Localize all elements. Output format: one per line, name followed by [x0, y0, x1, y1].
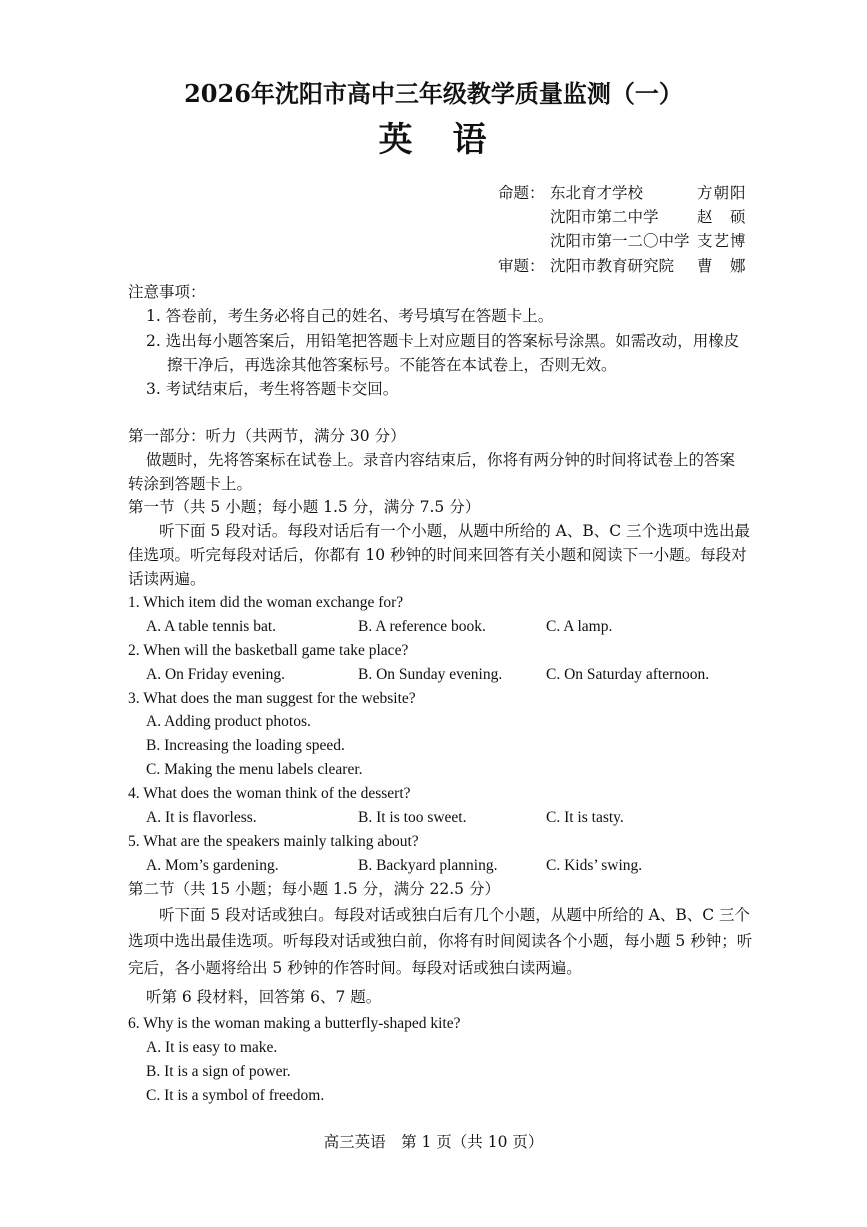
subject-title: 英语: [378, 120, 527, 160]
notice-item: 2. 选出每小题答案后，用铅笔把答题卡上对应题目的答案标号涂黑。如需改动，用橡皮: [146, 332, 740, 350]
material-instruction: 听第 6 段材料，回答第 6、7 题。: [146, 988, 382, 1006]
author-name: 支艺博: [697, 232, 747, 250]
option-c: C. Kids’ swing.: [546, 857, 643, 874]
part1-heading: 第一部分：听力（共两节，满分 30 分）: [128, 427, 406, 445]
option-c: C. Making the menu labels clearer.: [146, 761, 363, 778]
question-stem: 4. What does the woman think of the dessert?: [128, 785, 411, 802]
notice-item: 1. 答卷前，考生务必将自己的姓名、考号填写在答题卡上。: [146, 307, 554, 325]
question-stem: 3. What does the man suggest for the website?: [128, 690, 416, 707]
section2-heading: 第二节（共 15 小题；每小题 1.5 分，满分 22.5 分）: [128, 880, 500, 898]
author-name: 方朝阳: [697, 184, 747, 202]
review-label: 审题：: [498, 257, 545, 275]
question-stem: 1. Which item did the woman exchange for?: [128, 594, 404, 611]
option-c: C. It is a symbol of freedom.: [146, 1087, 325, 1104]
option-b: B. Backyard planning.: [358, 857, 498, 874]
proposition-label: 命题：: [498, 184, 545, 202]
option-c: C. It is tasty.: [546, 809, 624, 826]
question-stem: 6. Why is the woman making a butterfly-shaped kite?: [128, 1015, 461, 1032]
section2-intro-continued: 选项中选出最佳选项。听每段对话或独白前，你将有时间阅读各个小题，每小题 5 秒钟；听: [128, 932, 753, 950]
option-b: B. Increasing the loading speed.: [146, 737, 345, 754]
page-footer: 高三英语 第 1 页（共 10 页）: [323, 1133, 544, 1151]
exam-title: 2026年沈阳市高中三年级教学质量监测（一）: [184, 79, 683, 108]
option-c: C. A lamp.: [546, 618, 613, 635]
section2-intro-continued: 完后，各小题将给出 5 秒钟的作答时间。每段对话或独白读两遍。: [128, 959, 582, 977]
notice-heading: 注意事项：: [128, 283, 206, 301]
option-a: A. On Friday evening.: [146, 666, 286, 683]
notice-item-continued: 擦干净后，再选涂其他答案标号。不能答在本试卷上，否则无效。: [167, 356, 617, 374]
option-a: A. A table tennis bat.: [146, 618, 277, 635]
section1-intro-continued: 话读两遍。: [128, 570, 206, 588]
author-name: 赵 硕: [697, 208, 747, 226]
option-a: A. Mom’s gardening.: [146, 857, 279, 874]
section1-intro: 听下面 5 段对话。每段对话后有一个小题，从题中所给的 A、B、C 三个选项中选出最: [159, 522, 751, 540]
author-name: 曹 娜: [697, 257, 747, 275]
option-b: B. It is too sweet.: [358, 809, 467, 826]
section2-intro: 听下面 5 段对话或独白。每段对话或独白后有几个小题，从题中所给的 A、B、C 三个: [159, 906, 751, 924]
question-stem: 5. What are the speakers mainly talking about?: [128, 833, 419, 850]
notice-item: 3. 考试结束后，考生将答题卡交回。: [146, 380, 399, 398]
option-a: A. It is easy to make.: [146, 1039, 278, 1056]
option-b: B. A reference book.: [358, 618, 486, 635]
author-org: 东北育才学校: [550, 184, 644, 202]
option-c: C. On Saturday afternoon.: [546, 666, 710, 683]
option-b: B. On Sunday evening.: [358, 666, 503, 683]
section1-intro-continued: 佳选项。听完每段对话后，你都有 10 秒钟的时间来回答有关小题和阅读下一小题。每段对: [128, 546, 747, 564]
option-b: B. It is a sign of power.: [146, 1063, 291, 1080]
option-a: A. It is flavorless.: [146, 809, 257, 826]
option-a: A. Adding product photos.: [146, 713, 311, 730]
question-stem: 2. When will the basketball game take place?: [128, 642, 409, 659]
section1-heading: 第一节（共 5 小题；每小题 1.5 分，满分 7.5 分）: [128, 498, 481, 516]
author-org: 沈阳市第二中学: [550, 208, 659, 226]
author-org: 沈阳市第一二〇中学: [550, 232, 690, 250]
part1-intro-continued: 转涂到答题卡上。: [128, 475, 253, 493]
author-org: 沈阳市教育研究院: [550, 257, 675, 275]
part1-intro: 做题时，先将答案标在试卷上。录音内容结束后，你将有两分钟的时间将试卷上的答案: [146, 451, 736, 469]
